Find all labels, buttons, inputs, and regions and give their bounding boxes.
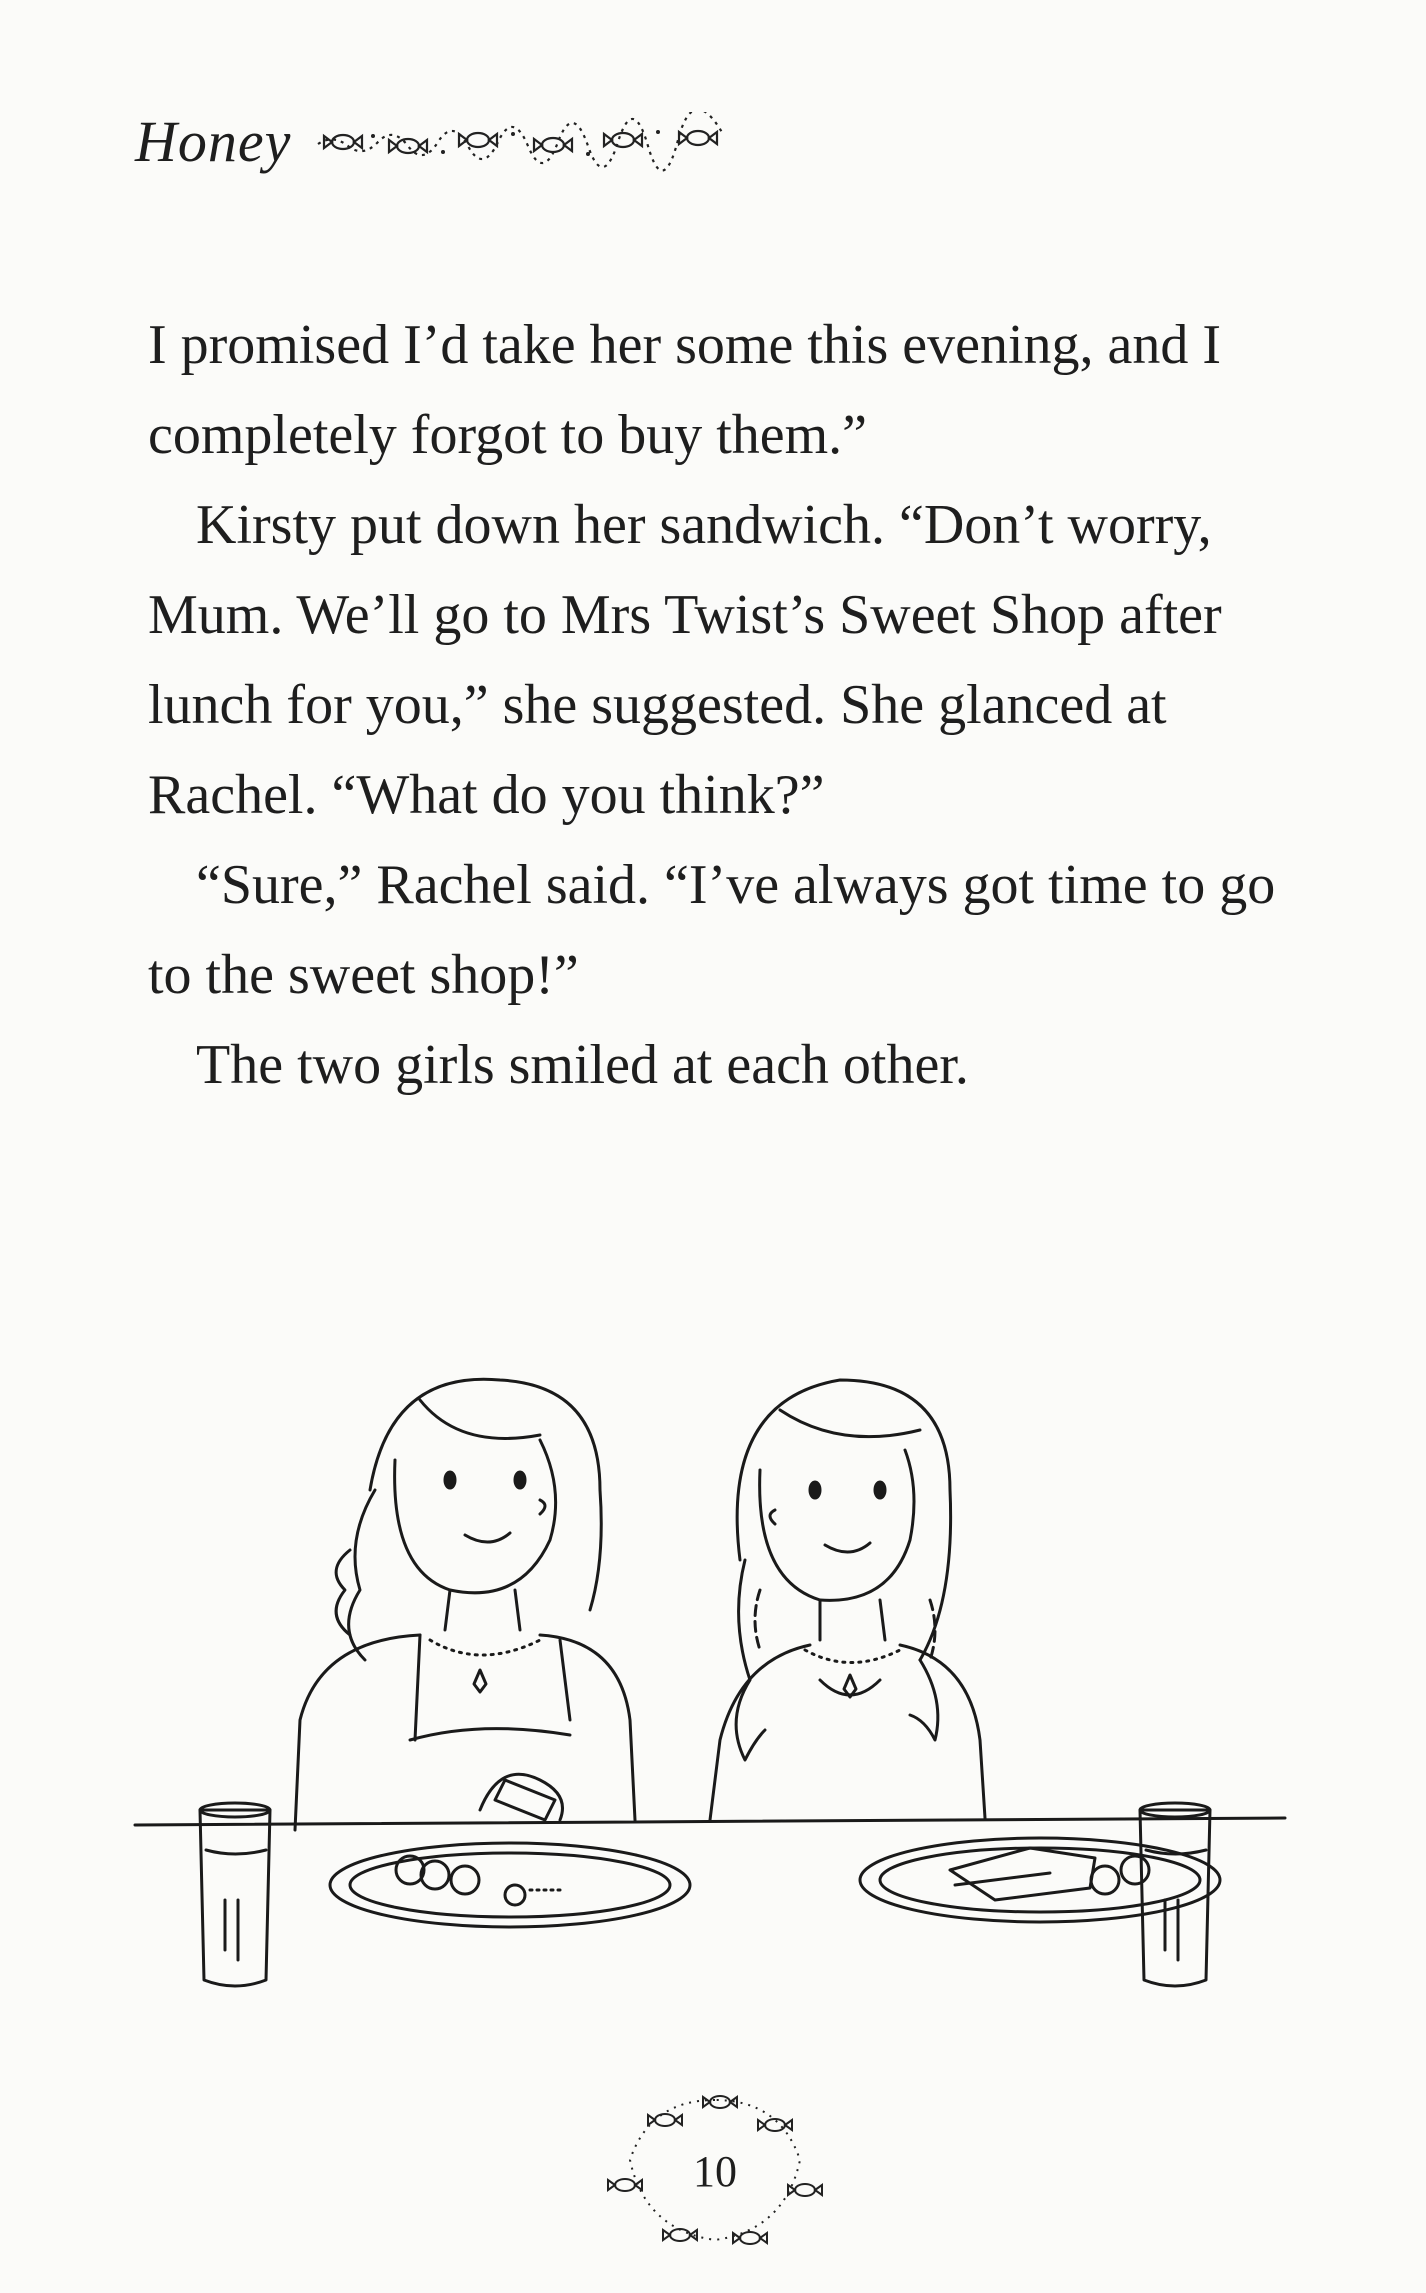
- page-folio: [590, 2080, 840, 2260]
- story-text: [148, 300, 1308, 1110]
- paragraph: “Sure,” Rachel said. “I’ve always got time to go to the sweet shop!”: [148, 854, 1276, 1006]
- page-number: 10: [693, 2147, 737, 2196]
- paragraph: The two girls smiled at each other.: [196, 1034, 969, 1096]
- candy-garland-icon: [313, 112, 733, 172]
- running-header: [135, 108, 733, 175]
- running-title: Honey: [135, 109, 292, 174]
- paragraph: I promised I’d take her some this evening, and I completely forgot to buy them.”: [148, 314, 1222, 466]
- paragraph: Kirsty put down her sandwich. “Don’t worry, Mum. We’ll go to Mrs Twist’s Sweet Shop after lunch for you,” she suggested. She glanced at Rachel. “What do you think?”: [148, 494, 1222, 826]
- two-girls-at-lunch-table-illustration: [120, 1340, 1300, 2040]
